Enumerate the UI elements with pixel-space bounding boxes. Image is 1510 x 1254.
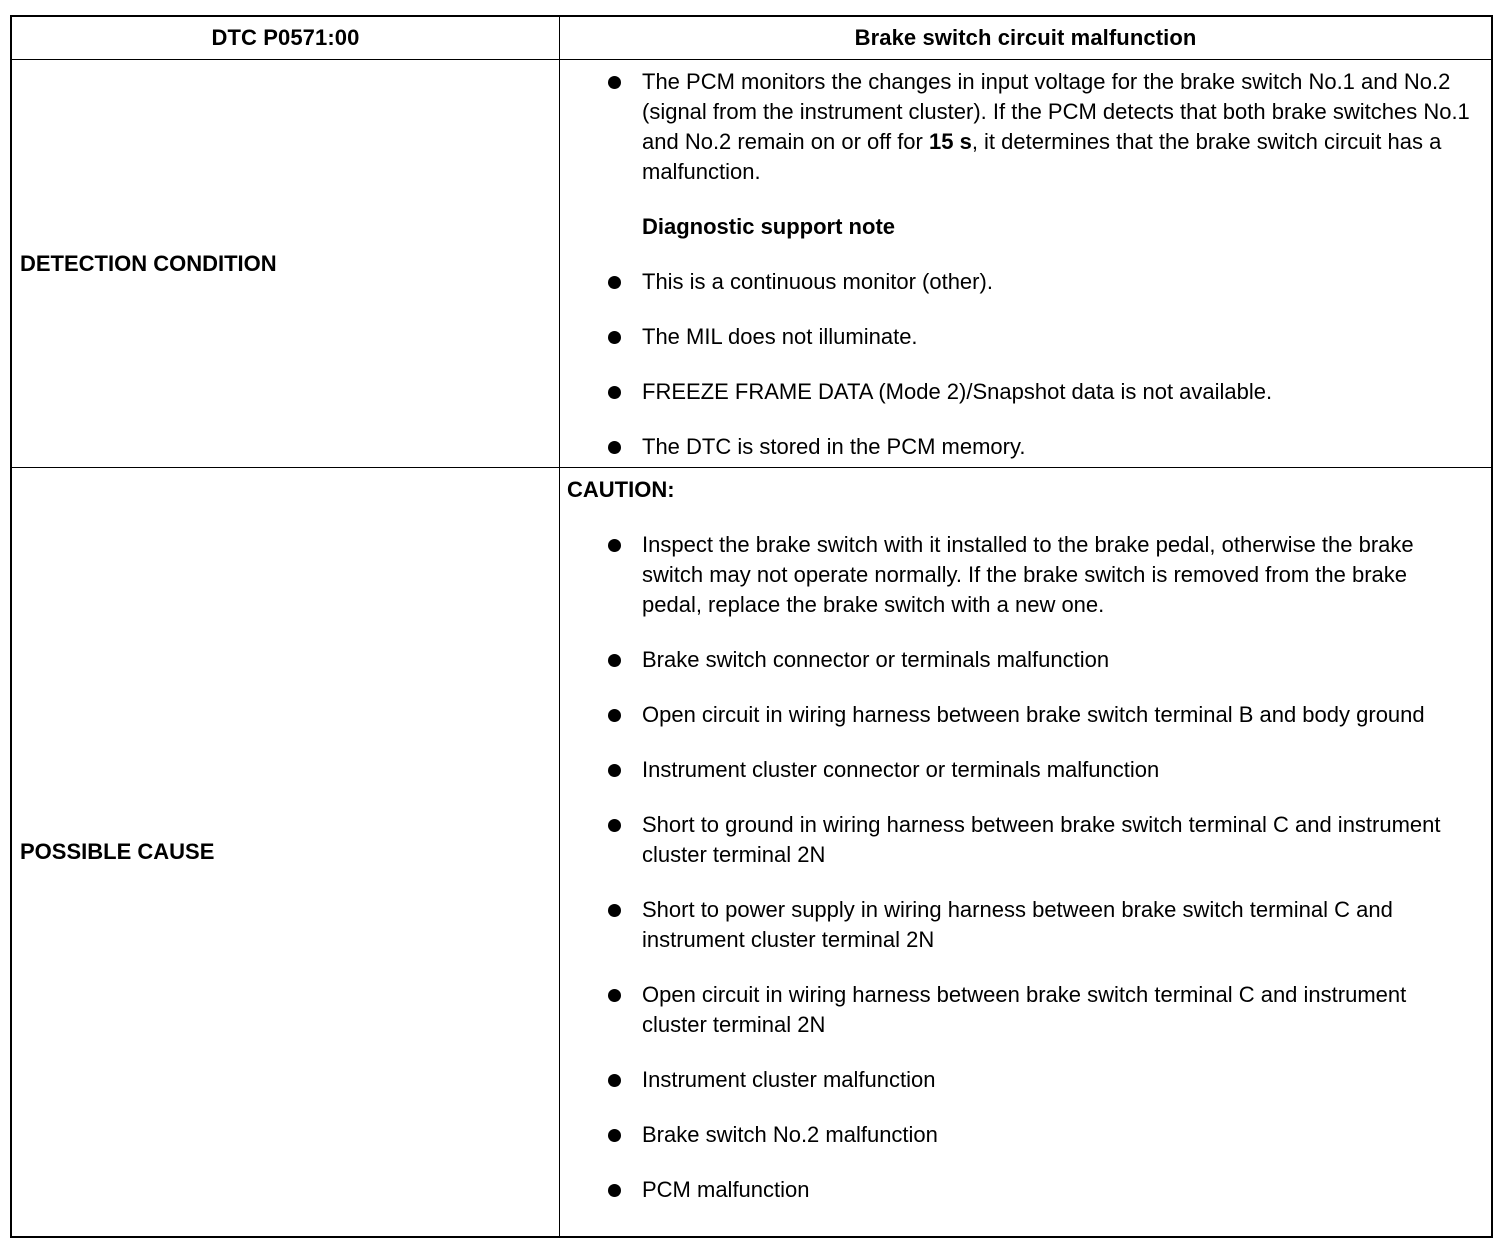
detection-condition-row bbox=[12, 60, 1491, 468]
possible-cause-label: POSSIBLE CAUSE bbox=[20, 839, 215, 864]
cause-item: Short to power supply in wiring harness between brake switch terminal C and instrument cluster terminal 2N bbox=[642, 895, 1471, 955]
cause-item: PCM malfunction bbox=[642, 1175, 1471, 1205]
cause-item: Instrument cluster malfunction bbox=[642, 1065, 1471, 1095]
support-note-item: This is a continuous monitor (other). bbox=[642, 267, 1471, 297]
detection-main-item bbox=[642, 67, 1471, 187]
detection-main-text: The PCM monitors the changes in input voltage for the brake switch No.1 and No.2 (signal from the instrument cluster). If the PCM detects that both brake switches No.1 and No.2 remain on or off for bbox=[642, 69, 1470, 154]
dtc-table bbox=[10, 15, 1493, 1238]
cause-item: Short to ground in wiring harness between brake switch terminal C and instrument cluster terminal 2N bbox=[642, 810, 1471, 870]
table-header-row bbox=[12, 17, 1491, 60]
possible-cause-row bbox=[12, 468, 1491, 1236]
diagnostic-support-heading: Diagnostic support note bbox=[642, 214, 895, 239]
cause-item: Inspect the brake switch with it installed to the brake pedal, otherwise the brake switch may not operate normally. If the brake switch is removed from the brake pedal, replace the brake switch with a new one. bbox=[642, 530, 1471, 620]
detection-time-value: 15 s bbox=[928, 129, 972, 154]
cause-item: Instrument cluster connector or terminals malfunction bbox=[642, 755, 1471, 785]
caution-heading: CAUTION: bbox=[567, 477, 675, 502]
cause-item: Open circuit in wiring harness between brake switch terminal B and body ground bbox=[642, 700, 1471, 730]
possible-cause-content-cell bbox=[560, 468, 1491, 1236]
header-title-cell bbox=[560, 17, 1491, 59]
support-note-item: FREEZE FRAME DATA (Mode 2)/Snapshot data is not available. bbox=[642, 377, 1471, 407]
support-note-item: The DTC is stored in the PCM memory. bbox=[642, 432, 1471, 462]
dtc-title: Brake switch circuit malfunction bbox=[854, 25, 1197, 50]
dtc-code: DTC P0571:00 bbox=[211, 25, 360, 50]
cause-item: Brake switch No.2 malfunction bbox=[642, 1120, 1471, 1150]
detection-main-text-end: , it determines that the brake switch circuit has a malfunction. bbox=[642, 129, 1442, 184]
cause-item: Open circuit in wiring harness between brake switch terminal C and instrument cluster terminal 2N bbox=[642, 980, 1471, 1040]
detection-content-cell bbox=[560, 60, 1491, 467]
detection-condition-label: DETECTION CONDITION bbox=[20, 250, 277, 276]
support-note-item: The MIL does not illuminate. bbox=[642, 322, 1471, 352]
header-code-cell bbox=[12, 17, 560, 59]
possible-cause-label-cell bbox=[12, 468, 560, 1236]
detection-label-cell bbox=[12, 60, 560, 467]
cause-item: Brake switch connector or terminals malfunction bbox=[642, 645, 1471, 675]
